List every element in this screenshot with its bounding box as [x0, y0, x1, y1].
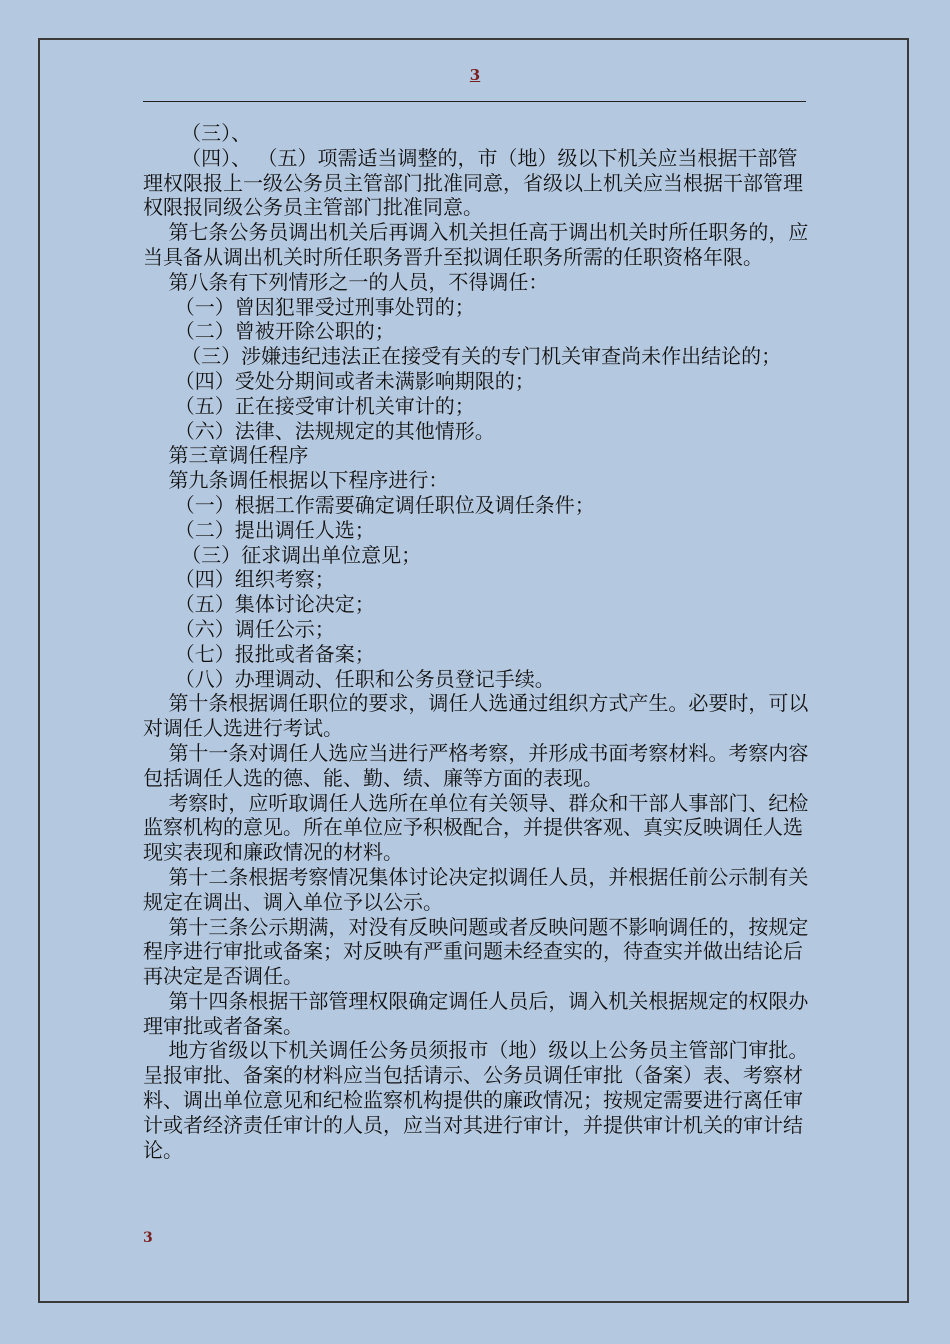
paragraph: （八）办理调动、任职和公务员登记手续。	[143, 666, 555, 691]
paragraph: 第十二条根据考察情况集体讨论决定拟调任人员，并根据任前公示制有关规定在调出、调入单位予以公示。	[143, 864, 809, 914]
paragraph: 第十一条对调任人选应当进行严格考察，并形成书面考察材料。考察内容包括调任人选的德、能、勤、绩、廉等方面的表现。	[143, 740, 809, 790]
paragraph: （六）调任公示；	[143, 616, 335, 641]
header-page-number-text: 3	[469, 66, 481, 84]
chapter-heading: 第三章调任程序	[143, 443, 309, 468]
paragraph: 第十三条公示期满，对没有反映问题或者反映问题不影响调任的，按规定程序进行审批或备案；对反映有严重问题未经查实的，待查实并做出结论后再决定是否调任。	[143, 914, 809, 989]
paragraph: （二）曾被开除公职的；	[143, 319, 395, 344]
footer-page-number: 3	[143, 1230, 153, 1246]
paragraph: （三）涉嫌违纪违法正在接受有关的专门机关审查尚未作出结论的；	[143, 344, 782, 369]
paragraph: 第十条根据调任职位的要求，调任人选通过组织方式产生。必要时，可以对调任人选进行考试。	[143, 691, 809, 741]
paragraph: （四）组织考察；	[143, 567, 335, 592]
document-body	[143, 121, 813, 1162]
paragraph: 第十四条根据干部管理权限确定调任人员后，调入机关根据规定的权限办理审批或者备案。	[143, 988, 809, 1038]
paragraph: （四）、 （五）项需适当调整的，市（地）级以下机关应当根据干部管理权限报上一级公务员主管部门批准同意，省级以上机关应当根据干部管理权限报同级公务员主管部门批准同意。	[143, 145, 803, 220]
paragraph: 第九条调任根据以下程序进行：	[143, 468, 449, 493]
paragraph: （三）、	[143, 121, 252, 145]
paragraph: （七）报批或者备案；	[143, 641, 375, 666]
paragraph: （三）征求调出单位意见；	[143, 542, 422, 567]
header-rule	[143, 101, 806, 102]
paragraph: 第七条公务员调出机关后再调入机关担任高于调出机关时所任职务的，应当具备从调出机关时所任职务晋升至拟调任职务所需的任职资格年限。	[143, 220, 809, 269]
paragraph: 第八条有下列情形之一的人员，不得调任：	[143, 269, 549, 294]
paragraph: 地方省级以下机关调任公务员须报市（地）级以上公务员主管部门审批。呈报审批、备案的材料应当包括请示、公务员调任审批（备案）表、考察材料、调出单位意见和纪检监察机构提供的廉政情况；按规定需要进行离任审计或者经济责任审计的人员，应当对其进行审计，并提供审计机关的审计结论。	[143, 1038, 809, 1162]
paragraph: （五）集体讨论决定；	[143, 592, 375, 617]
paragraph: （五）正在接受审计机关审计的；	[143, 393, 475, 418]
paragraph: （一）曾因犯罪受过刑事处罚的；	[143, 294, 475, 319]
paragraph: （六）法律、法规规定的其他情形。	[143, 418, 495, 443]
paragraph: （四）受处分期间或者未满影响期限的；	[143, 368, 535, 393]
paragraph: （一）根据工作需要确定调任职位及调任条件；	[143, 492, 595, 517]
paragraph: 考察时，应听取调任人选所在单位有关领导、群众和干部人事部门、纪检监察机构的意见。所在单位应予积极配合，并提供客观、真实反映调任人选现实表现和廉政情况的材料。	[143, 790, 809, 865]
header-page-number	[0, 66, 950, 84]
paragraph: （二）提出调任人选；	[143, 517, 375, 542]
